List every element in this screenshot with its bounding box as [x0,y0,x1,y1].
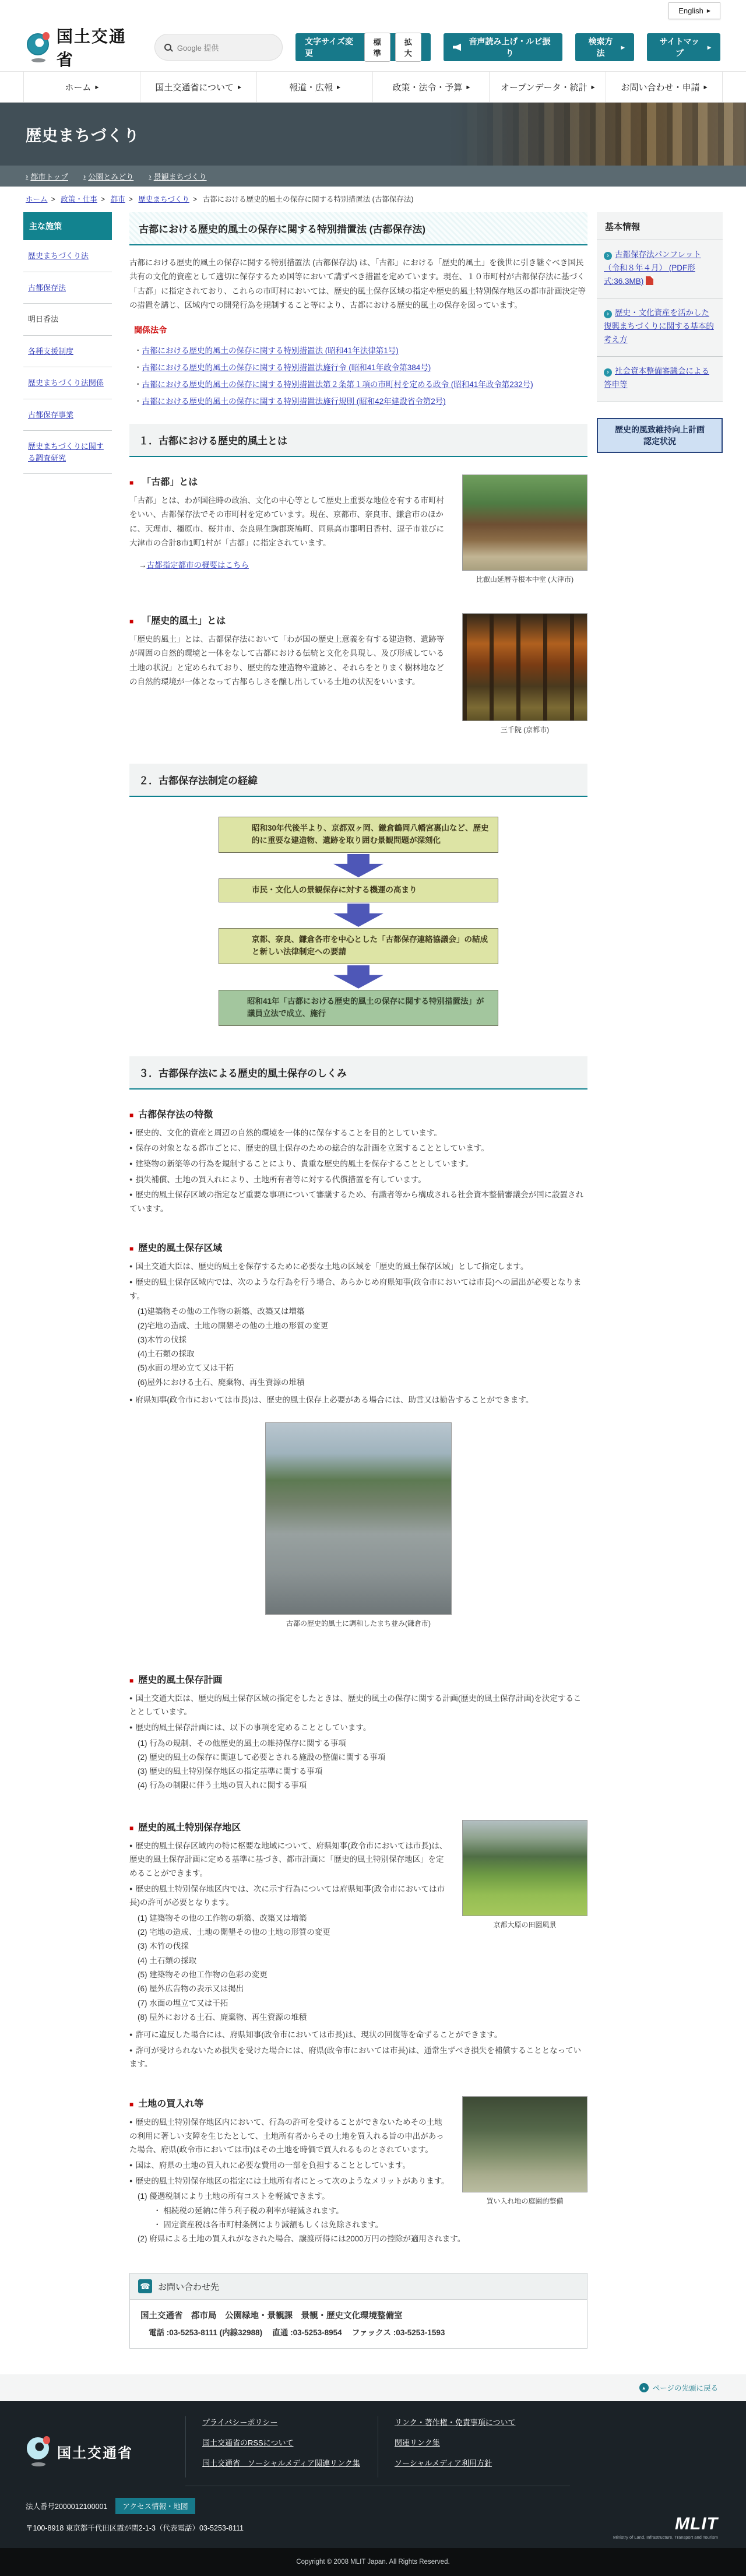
kamakura-photo [265,1422,452,1615]
fudo-subsection [129,613,587,740]
red-square-icon: ■ [129,2100,134,2109]
features-subsection [129,1107,587,1218]
law-list-item [134,395,587,406]
garden-photo [462,2096,587,2192]
kuiki-bullet: ● 歴史的風土保存区域内では、次のような行為を行う場合、あらかじめ府県知事(政令市においては市長)への届出が必要となります。 [129,1275,587,1303]
mlit-logo-icon [26,2436,51,2466]
kamakura-photo-caption: 古都の歴史的風土に調和したまち並み(鎌倉市) [286,1619,431,1628]
tokubetsu-subsection [129,1820,587,2073]
kaiire-numbered-item: (1) 優遇税制により土地の所有コストを軽減できます。 [138,2192,330,2201]
footer-link[interactable]: 国土交通省のRSSについて [202,2438,294,2448]
tokubetsu-numbered-item: (5) 建築物その他工作物の色彩の変更 [138,1970,268,1980]
sidebar-item[interactable]: 歴史まちづくりに関する調査研究 [23,431,112,474]
tokubetsu-numbered-item: (1) 建築物その他の工作物の新築、改築又は増築 [138,1913,307,1923]
english-label: English [678,6,703,15]
top-strip [0,0,746,23]
phone-icon: ☎ [138,2279,152,2293]
sitemap-button[interactable]: サイトマップ ▶ [647,33,720,61]
kuiki-numbered-item: (6)屋外における土石、廃棄物、再生資源の堆積 [138,1377,305,1387]
nav-item[interactable]: 政策・法令・予算 ▶ [372,72,489,102]
footer-mlit-logo[interactable]: 国土交通省 [26,2416,133,2486]
flowchart-step [219,817,498,877]
sidebar-header: 主な施策 [23,212,112,240]
kuiki-bullet: ● 国土交通大臣は、歴史的風土を保存するために必要な土地の区域を「歴史的風土保存区域」として指定します。 [129,1260,587,1274]
right-sidebar [597,212,723,453]
koto-text: 「古都」とは、わが国往時の政治、文化の中心等として歴史上重要な地位を有する市町村をいい、古都保存法でその市町村を定めています。現在、京都市、奈良市、鎌倉市のほかに、天理市、橿原市、桜井市、奈良県生駒郡斑鳩町、同県高市郡明日香村、逗子市並びに大津市の合計8市1町1村が「古都」に指定されています。 [129,496,444,548]
down-arrow-icon [333,854,383,877]
chevron-right-icon: ▶ [707,44,711,50]
feature-bullet: ● 建築物の新築等の行為を規制することにより、貴重な歴史的風土を保存することとしています。 [129,1157,587,1171]
main-content [129,212,587,2368]
chevron-right-icon: ▶ [466,84,470,90]
shingikai-link[interactable]: 社会資本整備審議会による答申等 [604,366,709,389]
breadcrumb: ホーム > 政策・仕事 > 都市 > 歴史まちづくり > 古都における歴史的風土の保存に関する特別措置法 (古都保存法) [26,195,414,203]
page-banner [0,103,746,166]
basic-info-panel [597,212,723,402]
banner-title: 歴史まちづくり [26,126,140,145]
banner-subnav-link[interactable]: › 公園とみどり [83,171,133,182]
chevron-right-icon: ▶ [703,84,708,90]
footer-link[interactable]: 関連リンク集 [395,2438,440,2448]
tokubetsu-numbered-item: (8) 屋外における土石、廃棄物、再生資源の堆積 [138,2012,307,2022]
feature-bullet: ● 歴史的風土保存区域の指定など重要な事項について審議するため、有識者等から構成される社会資本整備審議会が国に設置されています。 [129,1188,587,1215]
contact-box [129,2273,587,2349]
related-laws [134,324,587,406]
kuiki-numbered-item: (3)木竹の伐採 [138,1335,186,1344]
flowchart-step [219,990,498,1026]
footer-link[interactable]: プライバシーポリシー [202,2418,278,2427]
tokubetsu-numbered-item: (6) 屋外広告物の表示又は掲出 [138,1984,244,1994]
nav-item[interactable]: オープンデータ・統計 ▶ [489,72,606,102]
mlit-logo-text: 国土交通省 [56,27,126,69]
law-link[interactable]: 古都における歴史的風土の保存に関する特別措置法第２条第１項の市町村を定める政令 (昭和41年政令第232号) [142,380,533,389]
footer-links [185,2416,570,2486]
tokubetsu-numbered-item: (4) 土石類の採取 [138,1956,197,1965]
features-heading: ■ 古都保存法の特徴 [129,1109,213,1120]
tokubetsu-bullet: ● 許可に違反した場合には、府県知事(政令市においては市長)は、現状の回復等を命ずることができます。 [129,2028,587,2042]
keikaku-bullet: ● 歴史的風土保存計画には、以下の事項を定めることとしています。 [129,1721,587,1735]
fuuchi-keikaku-button[interactable]: 歴史的風致維持向上計画 認定状況 [597,418,723,454]
law-link[interactable]: 古都における歴史的風土の保存に関する特別措置法施行規則 (昭和42年建設省令第2号) [142,397,446,406]
copyright-bar: Copyright © 2008 MLIT Japan. All Rights Reserved. [0,2548,746,2576]
chevron-right-icon: ▶ [238,84,242,90]
sidebar-item[interactable]: 各種支援制度 [23,336,112,368]
red-square-icon: ■ [129,1245,134,1253]
flowchart-step [219,928,498,989]
info-item [597,240,723,298]
footer-link[interactable]: 国土交通省 ソーシャルメディア関連リンク集 [202,2459,360,2468]
tokubetsu-bullet: ● 歴史的風土保存区域内の特に枢要な地域について、府県知事(政令市においては市長)は、歴史的風土保存計画に定める基準に基づき、都市計画に「歴史的風土特別保存地区」を定めることができます。 [129,1839,587,1881]
info-item [597,357,723,401]
footer-link[interactable]: リンク・著作権・免責事項について [395,2418,516,2427]
footer-link[interactable]: ソーシャルメディア利用方針 [395,2459,492,2468]
koto-heading: ■ 「古都」とは [129,477,198,488]
info-item [597,298,723,357]
breadcrumb-current: 古都における歴史的風土の保存に関する特別措置法 (古都保存法) [202,195,414,203]
mlit-logo[interactable] [26,24,142,71]
nav-item[interactable]: 報道・広報 ▶ [256,72,373,102]
garden-photo-caption: 買い入れ地の庭園的整備 [486,2197,564,2206]
kaiire-bullet: ● 国は、府県の土地の買入れに必要な費用の一部を負担することとしています。 [129,2159,587,2173]
kaiire-numbered-item: ・ 固定資産税は各市町村条例により減額もしくは免除されます。 [138,2220,383,2229]
law-link[interactable]: 古都における歴史的風土の保存に関する特別措置法施行令 (昭和41年政令第384号) [142,363,431,372]
ohara-photo [462,1820,587,1916]
ohara-figure [462,1820,587,1930]
kamakura-figure [265,1422,452,1628]
flowchart-box: 昭和41年「古都における歴史的風土の保存に関する特別措置法」が議員立法で成立、施行 [219,990,498,1026]
search-method-button[interactable]: 検索方法 ▶ [575,33,634,61]
mlit-logo-icon [26,32,51,62]
keikaku-bullet: ● 国土交通大臣は、歴史的風土保存区域の指定をしたときは、歴史的風土の保存に関する計画(歴史的風土保存計画)を決定することとしています。 [129,1692,587,1719]
koto-subsection [129,475,587,590]
up-arrow-icon: ▲ [639,2383,649,2392]
sidebar-item[interactable]: 歴史まちづくり法関係 [23,367,112,399]
section3-heading: ３．古都保存法による歴史的風土保存のしくみ [129,1056,587,1090]
font-size-control [295,33,431,61]
site-footer [0,2401,746,2548]
kuiki-numbered-item: (1)建築物その他の工作物の新築、改築又は増築 [138,1307,305,1316]
pdf-icon [646,276,653,285]
garden-figure [462,2096,587,2206]
keikaku-numbered-item: (3) 歴史的風土特別保存地区の指定基準に関する事項 [138,1767,323,1776]
back-to-top-link[interactable]: ▲ ページの先頭に戻る [639,2382,718,2393]
flowchart-box: 市民・文化人の景観保存に対する機運の高まり [219,878,498,902]
flowchart-step [219,878,498,927]
koto-figure [462,475,587,584]
fudo-photo-caption: 三千院 (京都市) [500,726,550,735]
sidebar-item[interactable]: 古都保存法 [23,272,112,304]
related-laws-heading: 関係法令 [134,325,167,335]
kuiki-heading: ■ 歴史的風土保存区域 [129,1243,223,1254]
tokubetsu-heading: ■ 歴史的風土特別保存地区 [129,1822,241,1833]
kaiire-numbered-item: (2) 府県による土地の買入れがなされた場合、譲渡所得には2000万円の控除が適用されます。 [138,2234,466,2244]
red-square-icon: ■ [129,1823,134,1832]
down-arrow-icon [333,904,383,927]
enryakuji-photo [462,475,587,571]
search-icon [164,44,171,51]
back-to-top-bar [0,2374,746,2401]
site-header [0,23,746,71]
speaker-icon [453,44,462,51]
kaiire-heading: ■ 土地の買入れ等 [129,2099,204,2110]
kaiire-bullet: ● 歴史的風土特別保存地区内において、行為の許可を受けることができないためその土地の利用に著しい支障を生じたとして、土地所有者からその土地を買入れる旨の申出があった場合、府県(政令市においては市)はその土地を時価で買入れるものとされています。 [129,2115,587,2157]
fudo-text: 「歴史的風土」とは、古都保存法において「わが国の歴史上意義を有する建造物、遺跡等が周囲の自然的環境と一体をなして古都における伝統と文化を具現し、及び形成している土地の状況」と定められており、歴史的な建造物や遺跡と、それらをとりまく樹林地などの自然的環境が一体となって古都らしさを醸し出している土地の状況をいいます。 [129,635,444,687]
keikaku-heading: ■ 歴史的風土保存計画 [129,1675,223,1685]
footer-address: 〒100-8918 東京都千代田区霞が関2-1-3（代表電話）03-5253-8111 [26,2524,244,2533]
site-search-input[interactable] [154,34,283,61]
search-placeholder: Google 提供 [177,43,219,52]
keikaku-numbered-item: (4) 行為の制限に伴う土地の買入れに関する事項 [138,1781,307,1790]
corporate-number: 法人番号2000012100001 [26,2503,108,2511]
keikaku-numbered-item: (1) 行為の規制、その他歴史的風土の維持保存に関する事項 [138,1738,346,1748]
red-square-icon: ■ [129,617,134,626]
feature-bullet: ● 損失補償、土地の買入れにより、土地所有者等に対する代償措置を有しています。 [129,1173,587,1187]
law-link[interactable]: 古都における歴史的風土の保存に関する特別措置法 (昭和41年法律第1号) [142,346,399,356]
koto-photo-caption: 比叡山延暦寺根本中堂 (大津市) [476,575,574,584]
pamphlet-link[interactable]: 古都保存法パンフレット（令和８年４月） (PDF形式:36.3MB) [604,250,701,286]
left-sidebar [23,212,112,474]
fudo-heading: ■ 「歴史的風土」とは [129,616,226,627]
kuiki-numbered-item: (5)水面の埋め立て又は干拓 [138,1363,234,1373]
contact-office: 国土交通省 都市局 公園緑地・景観課 景観・歴史文化環境整備室 [140,2311,403,2321]
sidebar-item[interactable]: 古都保存事業 [23,399,112,431]
contact-phone: 電話 :03-5253-8111 (内線32988) 直通 :03-5253-8954 ファックス :03-5253-1593 [149,2328,445,2338]
font-large-button[interactable]: 拡大 [395,33,421,62]
flowchart-box: 昭和30年代後半より、京都双ヶ岡、鎌倉鶴岡八幡宮裏山など、歴史的に重要な建造物、遺跡を取り囲む景観問題が深刻化 [219,817,498,853]
chevron-right-icon: ▶ [591,84,595,90]
mlit-wordmark: MLIT Ministry of Land, Infrastructure, Transport and Tourism [613,2514,718,2540]
access-map-link[interactable]: アクセス情報・地図 [115,2498,195,2514]
circle-arrow-icon: › [604,368,612,377]
keikaku-subsection [129,1672,587,1797]
circle-arrow-icon: › [604,310,612,318]
sanzenin-photo [462,613,587,721]
tokubetsu-numbered-item: (2) 宅地の造成、土地の開墾その他の土地の形質の変更 [138,1928,330,1937]
tts-button[interactable]: 音声読み上げ・ルビ振り [444,33,563,61]
breadcrumb-link[interactable]: 都市 [110,195,125,203]
section2-heading: ２．古都保存法制定の経緯 [129,764,587,797]
breadcrumb-link[interactable]: ホーム [26,195,48,203]
contact-header: ☎ お問い合わせ先 [130,2273,587,2300]
tokubetsu-numbered-item: (7) 水面の埋立て又は干拓 [138,1998,228,2008]
kaiire-subsection [129,2096,587,2250]
down-arrow-icon [333,965,383,989]
feature-bullet: ● 歴史的、文化的資産と周辺の自然的環境を一体的に保存することを目的としています。 [129,1126,587,1140]
font-standard-button[interactable]: 標準 [364,33,390,62]
intro-paragraph: 古都における歴史的風土の保存に関する特別措置法 (古都保存法) は、「古都」における「歴史的風土」を後世に引き継ぐべき国民共有の文化的資産として適切に保存するため国等において講ずべき措置を定めています。現在、１０市町村が古都保存法に基づく「古都」に指定されており、これらの市町村においては、歴史的風土保存区域の指定や歴史的風土特別保存地区の都市計画決定等の措置を講じ、区域内での開発行為を規制すること等により、古都における歴史的風土の保存を図っています。 [129,258,586,310]
feature-bullet: ● 保存の対象となる都市ごとに、歴史的風土保存のための総合的な計画を立案することとしています。 [129,1141,587,1155]
kuiki-subsection [129,1240,587,1649]
fukkou-link[interactable]: 歴史・文化資産を活かした 復興まちづくりに関する基本的考え方 [604,308,714,344]
global-nav [0,71,746,103]
law-list-item [134,361,587,372]
banner-subnav-link[interactable]: › 都市トップ [26,171,68,182]
ohara-photo-caption: 京都大原の田園風景 [493,1920,557,1929]
basic-info-header: 基本情報 [597,212,723,240]
kuiki-numbered-item: (4)土石類の採取 [138,1349,195,1359]
history-flowchart [219,817,498,1025]
breadcrumb-link[interactable]: 歴史まちづくり [138,195,189,203]
red-square-icon: ■ [129,479,134,487]
red-square-icon: ■ [129,1676,134,1685]
law-list-item [134,344,587,356]
tokubetsu-bullet: ● 許可が受けられないため損失を受けた場合には、府県(政令市においては市長)は、通常生ずべき損失を補償することとなっています。 [129,2044,587,2071]
sidebar-item[interactable]: 歴史まちづくり法 [23,240,112,272]
kuiki-bullet: ● 府県知事(政令市においては市長)は、歴史的風土保存上必要がある場合には、助言又は勧告することができます。 [129,1393,587,1407]
koto-more: →古都指定都市の概要はこちら [139,561,249,570]
chevron-right-icon: ▶ [621,44,625,50]
nav-item[interactable]: ホーム ▶ [23,72,140,102]
law-list-item [134,378,587,389]
keikaku-numbered-item: (2) 歴史的風土の保存に関連して必要とされる施設の整備に関する事項 [138,1752,386,1762]
tokubetsu-numbered-item: (3) 木竹の伐採 [138,1942,189,1951]
red-square-icon: ■ [129,1110,134,1119]
kuiki-numbered-item: (2)宅地の造成、土地の開墾その他の土地の形質の変更 [138,1321,328,1330]
tokubetsu-bullet: ● 歴史的風土特別保存地区内では、次に示す行為については府県知事(政令市においては市長)の許可が必要となります。 [129,1882,587,1910]
chevron-right-icon: ▶ [95,84,99,90]
breadcrumb-link[interactable]: 政策・仕事 [61,195,97,203]
chevron-right-icon: ▶ [706,8,710,13]
koto-more-link[interactable]: 古都指定都市の概要はこちら [146,561,249,570]
flowchart-box: 京都、奈良、鎌倉各市を中心とした「古都保存連絡協議会」の結成と新しい法律制定への要請 [219,928,498,964]
section1-heading: １．古都における歴史的風土とは [129,424,587,457]
banner-subnav [0,166,746,187]
font-size-label: 文字サイズ変更 [305,37,353,58]
kaiire-bullet: ● 歴史的風土特別保存地区の指定には土地所有者にとって次のようなメリットがあります。 [129,2174,587,2188]
banner-subnav-link[interactable]: › 景観まちづくり [149,171,206,182]
fudo-figure [462,613,587,735]
sidebar-item[interactable]: 明日香法 [23,304,112,336]
nav-item[interactable]: お問い合わせ・申請 ▶ [606,72,723,102]
circle-arrow-icon: › [604,252,612,260]
chevron-right-icon: ▶ [337,84,341,90]
page-title: 古都における歴史的風土の保存に関する特別措置法 (古都保存法) [129,212,587,245]
nav-item[interactable]: 国土交通省について ▶ [140,72,256,102]
english-button[interactable] [668,2,720,19]
kaiire-numbered-item: ・ 相続税の延納に伴う利子税の利率が軽減されます。 [138,2206,344,2215]
